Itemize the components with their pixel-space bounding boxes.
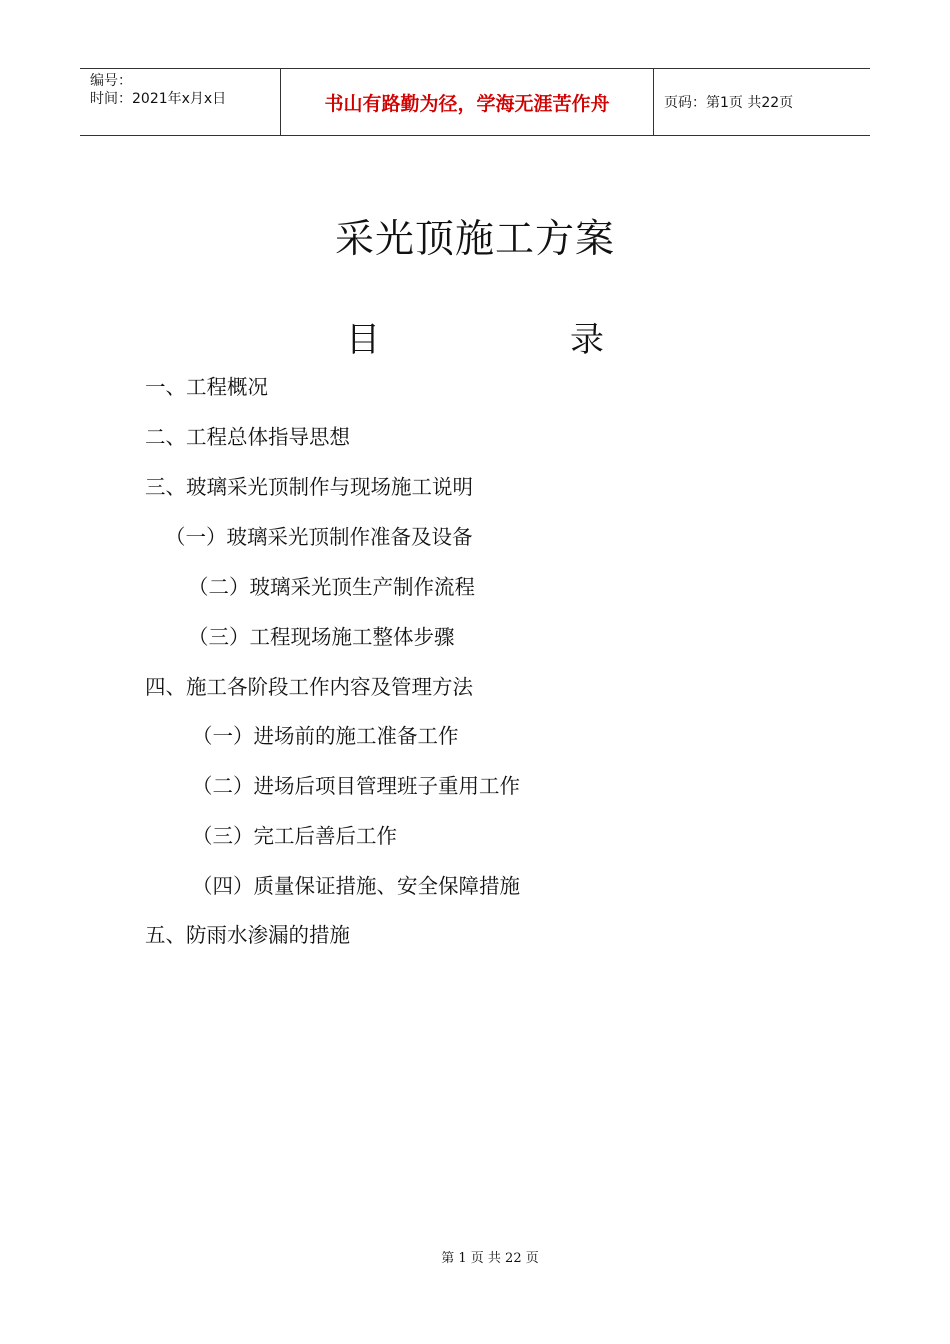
header-motto: 书山有路勤为径，学海无涯苦作舟 [281, 69, 654, 135]
toc-item: （四）质量保证措施、安全保障措施 [192, 874, 520, 898]
page-header [80, 68, 870, 136]
document-title: 采光顶施工方案 [334, 217, 615, 262]
toc-item: 二、工程总体指导思想 [145, 425, 350, 449]
toc-item: （一）玻璃采光顶制作准备及设备 [165, 525, 473, 549]
header-page-info: 页码：第1页 共22页 [664, 95, 794, 111]
header-meta [80, 69, 281, 135]
number-label: 编号： [90, 73, 132, 89]
toc-item: 一、工程概况 [145, 375, 268, 399]
toc-heading-char-1: 目 [346, 320, 380, 360]
toc-item: （二）玻璃采光顶生产制作流程 [188, 575, 475, 599]
page-footer: 第 1 页 共 22 页 [441, 1251, 539, 1266]
toc-item: 五、防雨水渗漏的措施 [145, 923, 350, 947]
toc-item: （二）进场后项目管理班子重用工作 [192, 774, 520, 798]
toc-heading-char-2: 录 [570, 320, 604, 360]
toc-item: （一）进场前的施工准备工作 [192, 724, 459, 748]
toc-item: 三、玻璃采光顶制作与现场施工说明 [145, 475, 473, 499]
time-label: 时间：2021年x月x日 [90, 91, 227, 107]
toc-item: （三）完工后善后工作 [192, 824, 397, 848]
toc-item: 四、施工各阶段工作内容及管理方法 [145, 675, 473, 699]
toc-item: （三）工程现场施工整体步骤 [188, 625, 455, 649]
